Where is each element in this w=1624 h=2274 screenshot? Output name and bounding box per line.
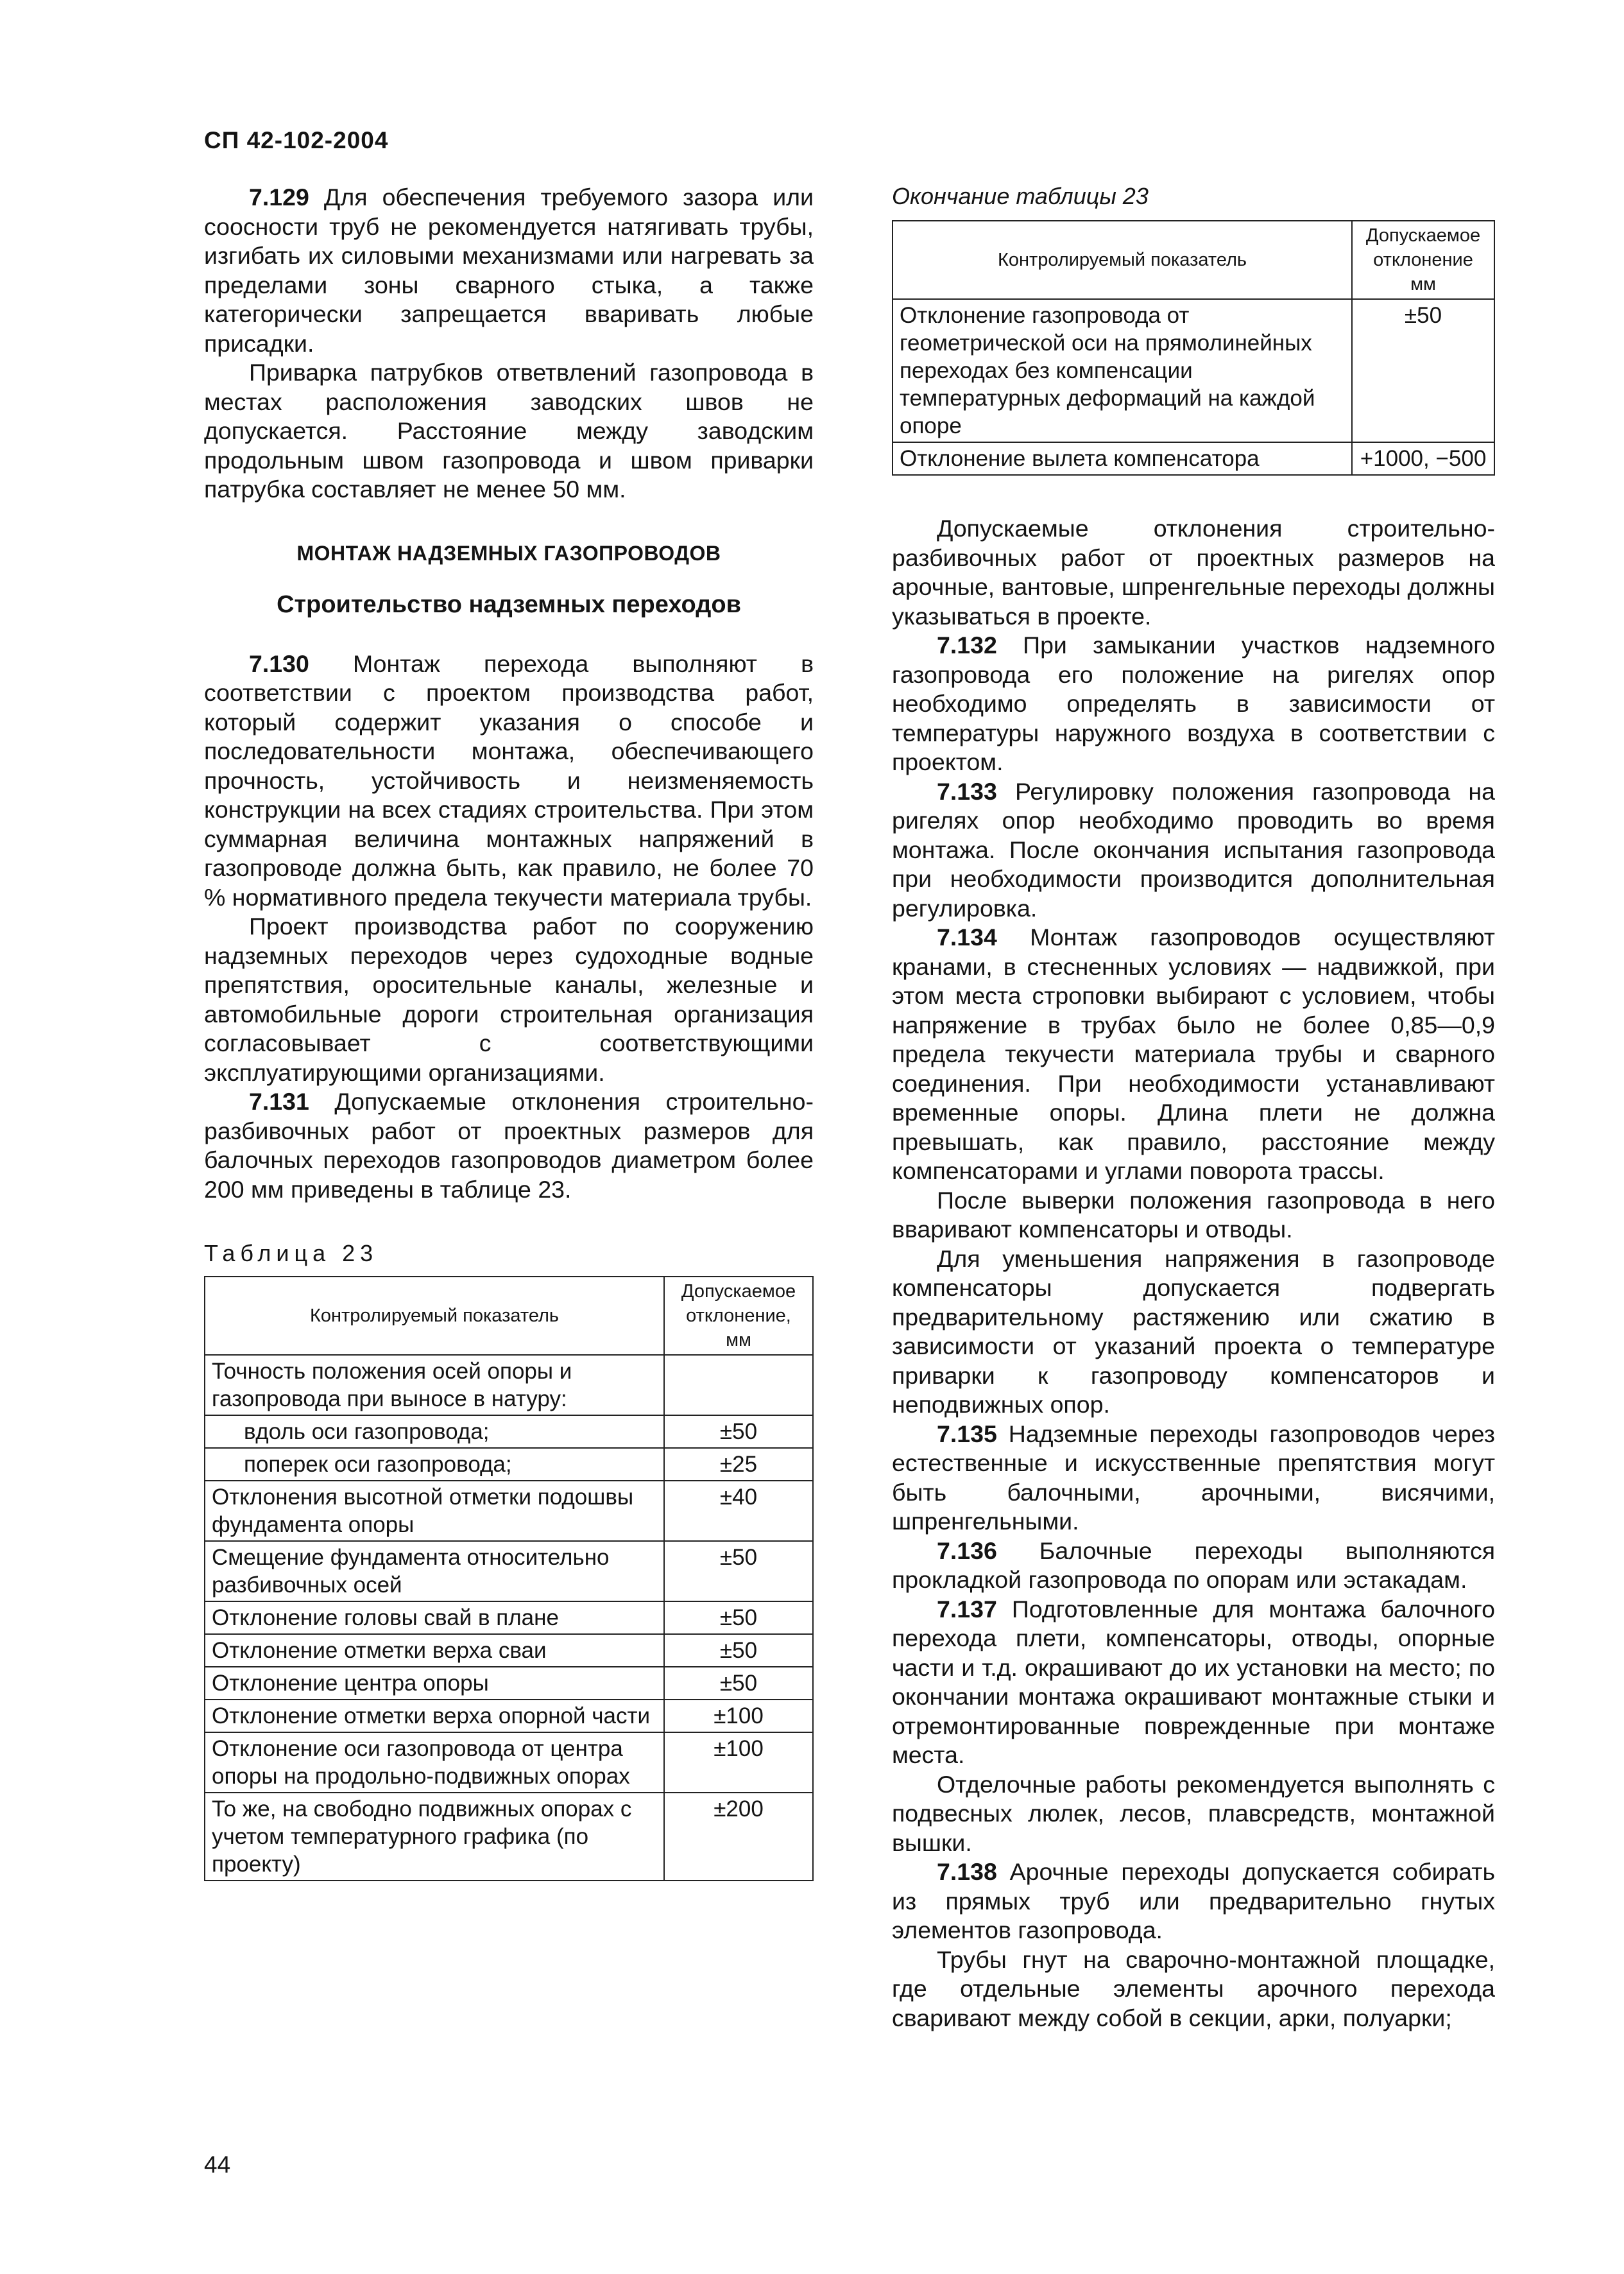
- table-header-row: [205, 1277, 813, 1355]
- clause-number: 7.129: [249, 184, 309, 211]
- paragraph-7-135: 7.135 Надземные переходы газопроводов через естественные и искусственные препятствия могут быть балочными, арочными, висячими, шпренгельными.: [892, 1420, 1495, 1535]
- table-cell-label: Точность положения осей опоры и газопровода при выносе в натуру:: [205, 1355, 664, 1415]
- table-header-row: [893, 221, 1494, 299]
- table-cell-value: ±40: [664, 1481, 813, 1541]
- table-cell-value: ±50: [664, 1667, 813, 1700]
- table-cell-value: +1000, −500: [1352, 442, 1494, 475]
- table-cell-value: ±200: [664, 1793, 813, 1881]
- table-cell-value: ±50: [664, 1634, 813, 1667]
- paragraph-7-133: 7.133 Регулировку положения газопровода на ригелях опор необходимо проводить во время монтажа. После окончания испытания газопровода при необходимости производится дополнительная регулировка.: [892, 777, 1495, 922]
- page-number: 44: [204, 2151, 231, 2178]
- table-row: [205, 1634, 813, 1667]
- clause-number: 7.138: [937, 1858, 997, 1885]
- table-23: [204, 1276, 814, 1881]
- paragraph-pipe-bending: Трубы гнут на сварочно-монтажной площадке, где отдельные элементы арочного перехода сваривают между собой в секции, арки, полуарки;: [892, 1945, 1495, 2031]
- table-row: [205, 1355, 813, 1415]
- left-column: [204, 183, 814, 1881]
- clause-number: 7.130: [249, 650, 309, 677]
- paragraph-7-130: 7.130 Монтаж перехода выполняют в соответствии с проектом производства работ, который содержит указания о способе и последовательности монтажа, обеспечивающего прочность, устойчивость и неизменяемость конструкции на всех стадиях строительства. При этом суммарная величина монтажных напряжений в газопроводе должна быть, как правило, не более 70 % нормативного предела текучести материала трубы.: [204, 650, 814, 911]
- table-header-parameter: Контролируемый показатель: [893, 221, 1352, 299]
- table-header-parameter: Контролируемый показатель: [205, 1277, 664, 1355]
- paragraph-7-138: 7.138 Арочные переходы допускается собирать из прямых труб или предварительно гнутых элементов газопровода.: [892, 1858, 1495, 1943]
- table-cell-label: вдоль оси газопровода;: [205, 1415, 664, 1448]
- table-cell-label: Отклонение газопровода от геометрической оси на прямолинейных переходах без компенсации температурных деформаций на каждой опоре: [893, 299, 1352, 442]
- clause-number: 7.133: [937, 777, 997, 805]
- table-row: [205, 1601, 813, 1634]
- table-header-deviation: Допускаемое отклонение, мм: [664, 1277, 813, 1355]
- table-row: [205, 1481, 813, 1541]
- paragraph-project-approval: Проект производства работ по сооружению надземных переходов через судоходные водные препятствия, оросительные каналы, железные и автомобильные дороги строительная организация согласовывает с соответствующими эксплуатирующими организациями.: [204, 913, 814, 1086]
- table-row: [205, 1415, 813, 1448]
- table-cell-label: Отклонения высотной отметки подошвы фундамента опоры: [205, 1481, 664, 1541]
- table-row: [205, 1541, 813, 1601]
- table-cell-label: Отклонение оси газопровода от центра опоры на продольно-подвижных опорах: [205, 1732, 664, 1793]
- table-cell-value: ±100: [664, 1732, 813, 1793]
- table-cell-label: Отклонение отметки верха опорной части: [205, 1700, 664, 1732]
- right-column: [892, 183, 1495, 2033]
- table-cell-value: ±50: [664, 1541, 813, 1601]
- table-cell-value: ±25: [664, 1448, 813, 1481]
- document-code: СП 42-102-2004: [204, 127, 389, 153]
- paragraph-7-129: 7.129 Для обеспечения требуемого зазора или соосности труб не рекомендуется натягивать трубы, изгибать их силовыми механизмами или нагревать за пределами зоны сварного стыка, а также категорически запрещается вваривать любые присадки.: [204, 184, 814, 357]
- table-row: [205, 1732, 813, 1793]
- table-cell-value: ±50: [664, 1415, 813, 1448]
- paragraph-arch-deviations: Допускаемые отклонения строительно-разбивочных работ от проектных размеров на арочные, вантовые, шпренгельные переходы должны указываться в проекте.: [892, 515, 1495, 630]
- table-cell-value: ±50: [1352, 299, 1494, 442]
- table-row: [205, 1793, 813, 1881]
- clause-number: 7.137: [937, 1595, 997, 1623]
- paragraph-stress-reduction: Для уменьшения напряжения в газопроводе компенсаторы допускается подвергать предварительному растяжению или сжатию в зависимости от указаний проекта о температуре приварки к газопроводу компенсаторов и неподвижных опор.: [892, 1245, 1495, 1418]
- table-cell-label: Отклонение центра опоры: [205, 1667, 664, 1700]
- clause-number: 7.135: [937, 1420, 997, 1447]
- clause-number: 7.131: [249, 1088, 309, 1115]
- clause-number: 7.132: [937, 632, 997, 659]
- section-title: МОНТАЖ НАДЗЕМНЫХ ГАЗОПРОВОДОВ: [296, 541, 721, 565]
- table-cell-label: Смещение фундамента относительно разбивочных осей: [205, 1541, 664, 1601]
- paragraph-7-131: 7.131 Допускаемые отклонения строительно-разбивочных работ от проектных размеров для балочных переходов газопроводов диаметром более 200 мм приведены в таблице 23.: [204, 1088, 814, 1203]
- table-cell-label: Отклонение отметки верха сваи: [205, 1634, 664, 1667]
- table-row: [205, 1667, 813, 1700]
- table-cell-label: То же, на свободно подвижных опорах с учетом температурного графика (по проекту): [205, 1793, 664, 1881]
- paragraph-7-132: 7.132 При замыкании участков надземного газопровода его положение на ригелях опор необходимо определять в зависимости от температуры наружного воздуха в соответствии с проектом.: [892, 632, 1495, 775]
- table-cell-label: Отклонение вылета компенсатора: [893, 442, 1352, 475]
- table-header-deviation: Допускаемое отклонение мм: [1352, 221, 1494, 299]
- table-23-end: [892, 220, 1495, 476]
- table-cell-value: [664, 1355, 813, 1415]
- table-continuation-caption: Окончание таблицы 23: [892, 183, 1149, 209]
- paragraph-compensators: После выверки положения газопровода в него вваривают компенсаторы и отводы.: [892, 1186, 1495, 1243]
- clause-number: 7.134: [937, 924, 997, 951]
- table-row: [893, 299, 1494, 442]
- paragraph-branch-welding: Приварка патрубков ответвлений газопровода в местах расположения заводских швов не допускается. Расстояние между заводским продольным швом газопровода и швом приварки патрубка составляет не менее 50 мм.: [204, 359, 814, 503]
- subsection-title: Строительство надземных переходов: [277, 590, 741, 618]
- table-row: [893, 442, 1494, 475]
- table-row: [205, 1700, 813, 1732]
- clause-number: 7.136: [937, 1537, 997, 1564]
- paragraph-7-134: 7.134 Монтаж газопроводов осуществляют кранами, в стесненных условиях — надвижкой, при этом места строповки выбирают с условием, чтобы напряжение в трубах было не более 0,85—0,9 предела текучести материала трубы и сварного соединения. При необходимости устанавливают временные опоры. Длина плети не должна превышать, как правило, расстояние между компенсаторами и углами поворота трассы.: [892, 924, 1495, 1184]
- paragraph-7-136: 7.136 Балочные переходы выполняются прокладкой газопровода по опорам или эстакадам.: [892, 1537, 1495, 1593]
- paragraph-finishing-works: Отделочные работы рекомендуется выполнять с подвесных люлек, лесов, плавсредств, монтажной вышки.: [892, 1770, 1495, 1856]
- table-cell-value: ±100: [664, 1700, 813, 1732]
- table-cell-value: ±50: [664, 1601, 813, 1634]
- table-cell-label: Отклонение головы свай в плане: [205, 1601, 664, 1634]
- table-cell-label: поперек оси газопровода;: [205, 1448, 664, 1481]
- table-row: [205, 1448, 813, 1481]
- paragraph-7-137: 7.137 Подготовленные для монтажа балочного перехода плети, компенсаторы, отводы, опорные части и т.д. окрашивают до их установки на место; по окончании монтажа окрашивают монтажные стыки и отремонтированные поврежденные при монтаже места.: [892, 1595, 1495, 1768]
- table-caption: Таблица 23: [204, 1240, 379, 1266]
